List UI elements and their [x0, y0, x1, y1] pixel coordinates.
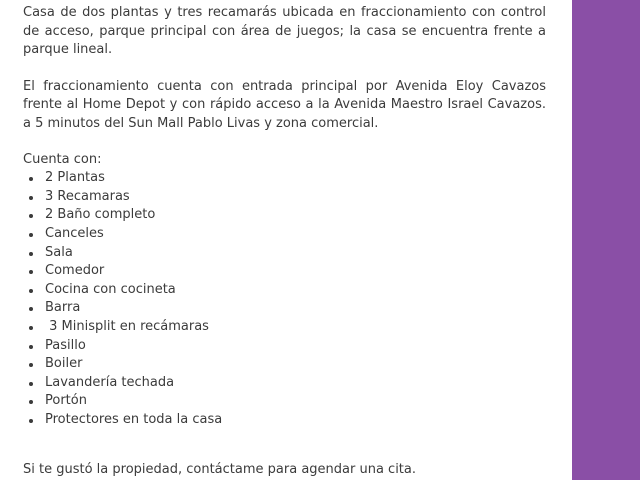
- list-item: Sala: [23, 244, 546, 263]
- list-item: Canceles: [23, 225, 546, 244]
- features-list: [23, 169, 546, 429]
- list-item: Protectores en toda la casa: [23, 411, 546, 430]
- closing-line: Si te gustó la propiedad, contáctame para agendar una cita.: [23, 462, 416, 478]
- list-item: Lavandería techada: [23, 374, 546, 393]
- features-intro: Cuenta con:: [23, 151, 102, 167]
- list-item: Portón: [23, 392, 546, 411]
- location-paragraph: El fraccionamiento cuenta con entrada principal por Avenida Eloy Cavazos frente al Home Depot y con rápido acceso a la Avenida Maestro Israel Cavazos. a 5 minutos del Sun Mall Pablo Livas y zona comercial.: [23, 78, 546, 131]
- document-body: [23, 4, 546, 480]
- list-item: Pasillo: [23, 337, 546, 356]
- list-item: 3 Minisplit en recámaras: [23, 318, 546, 337]
- list-item: 2 Plantas: [23, 169, 546, 188]
- list-item: Comedor: [23, 262, 546, 281]
- list-item: 2 Baño completo: [23, 206, 546, 225]
- purple-side-band: [572, 0, 640, 480]
- list-item: Barra: [23, 299, 546, 318]
- list-item: Cocina con cocineta: [23, 281, 546, 300]
- list-item: Boiler: [23, 355, 546, 374]
- list-item: 3 Recamaras: [23, 188, 546, 207]
- description-paragraph: Casa de dos plantas y tres recamarás ubicada en fraccionamiento con control de acceso, parque principal con área de juegos; la casa se encuentra frente a parque lineal.: [23, 5, 546, 58]
